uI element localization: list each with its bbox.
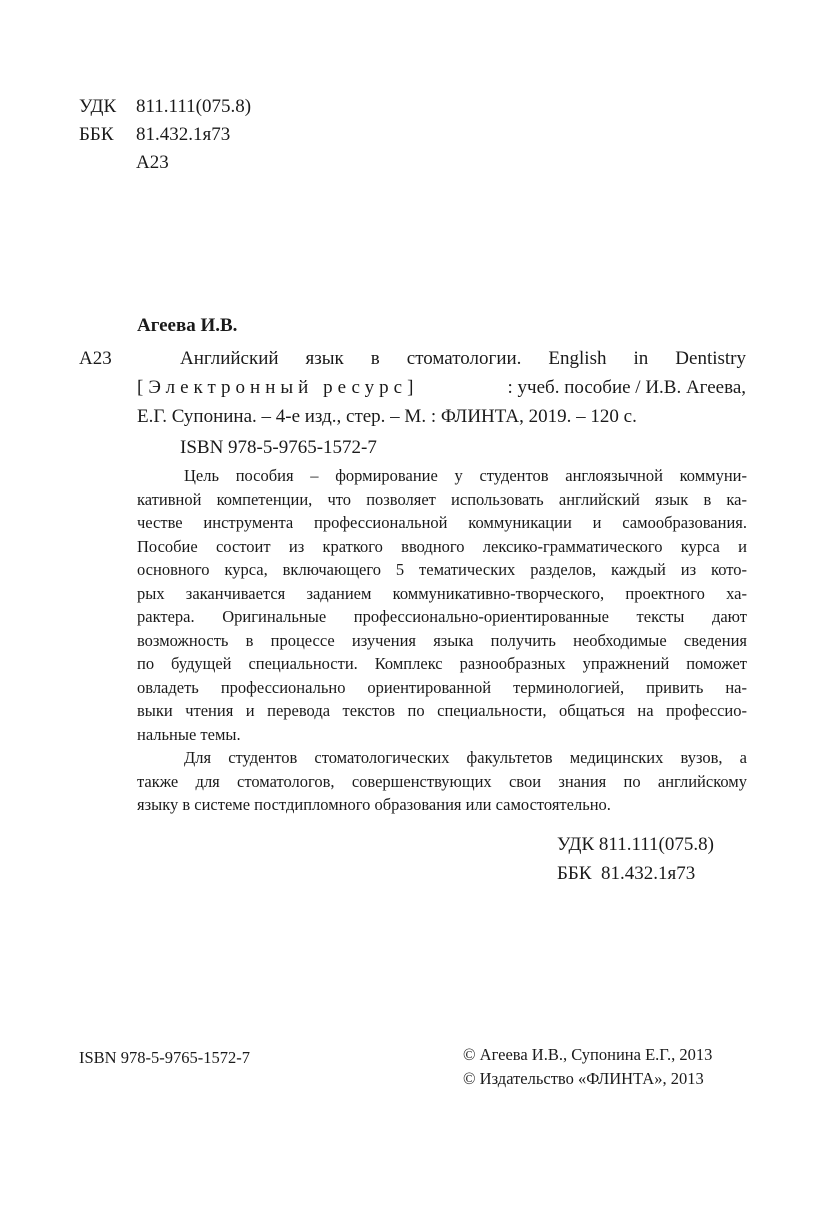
isbn: ISBN 978-5-9765-1572-7 — [180, 437, 377, 458]
annotation-line: по будущей специальности. Комплекс разнообразных упражнений поможет — [137, 654, 747, 673]
annotation-line: честве инструмента профессиональной коммуникации и самообразования. — [137, 513, 747, 532]
annotation-line: возможность в процессе изучения языка получить необходимые сведения — [137, 630, 747, 650]
udk-top — [79, 93, 339, 121]
annotation-line: также для стоматологов, совершенствующих свои знания по английскому — [137, 771, 747, 791]
annotation — [137, 464, 747, 817]
footer-isbn: ISBN 978-5-9765-1572-7 — [79, 1048, 250, 1067]
bbk-bottom: ББК 81.432.1я73 — [557, 863, 696, 884]
bib-title-line: Английский язык в стоматологии. English in Dentistry — [180, 348, 746, 369]
bib-line-3: Е.Г. Супонина. – 4-е изд., стер. – М. : ФЛИНТА, 2019. – 120 с. — [137, 406, 637, 427]
annotation-line: нальные темы. — [137, 724, 241, 744]
annotation-line: Пособие состоит из краткого вводного лексико-грамматического курса и — [137, 536, 747, 556]
author-heading: Агеева И.В. — [137, 315, 238, 336]
annotation-line: рактера. Оригинальные профессионально-ориентированные тексты дают — [137, 607, 747, 626]
annotation-line: Для студентов стоматологических факультетов медицинских вузов, а — [184, 748, 747, 767]
copyright-publisher: © Издательство «ФЛИНТА», 2013 — [463, 1069, 704, 1088]
bib-resource-type: [Электронный ресурс] — [137, 377, 419, 398]
annotation-line: выки чтения и перевода текстов по специальности, общаться на профессио- — [137, 701, 747, 720]
copyright-authors: © Агеева И.В., Супонина Е.Г., 2013 — [463, 1045, 713, 1064]
annotation-line: Цель пособия – формирование у студентов англоязычной коммуни- — [184, 466, 747, 485]
annotation-line: основного курса, включающего 5 тематических разделов, каждый из кото- — [137, 560, 747, 579]
annotation-line: овладеть профессионально ориентированной терминологией, привить на- — [137, 677, 747, 697]
udk-value: 811.111(075.8) — [136, 96, 252, 117]
bbk-label: ББК — [79, 124, 114, 145]
bib-line-2 — [137, 373, 746, 402]
udk-label: УДК — [79, 96, 117, 117]
bbk-value: 81.432.1я73 — [136, 124, 231, 145]
annotation-line: языку в системе постдипломного образования или самостоятельно. — [137, 795, 611, 814]
bib-line-2-rest: : учеб. пособие / И.В. Агеева, — [507, 377, 746, 398]
bbk-top — [79, 121, 339, 149]
udk-bottom: УДК 811.111(075.8) — [557, 834, 714, 855]
annotation-line: рых заканчивается заданием коммуникативно-творческого, проектного ха- — [137, 583, 747, 603]
author-mark-top: А23 — [136, 152, 169, 173]
annotation-line: кативной компетенции, что позволяет использовать английский язык в ка- — [137, 489, 747, 509]
author-mark: А23 — [79, 348, 112, 369]
